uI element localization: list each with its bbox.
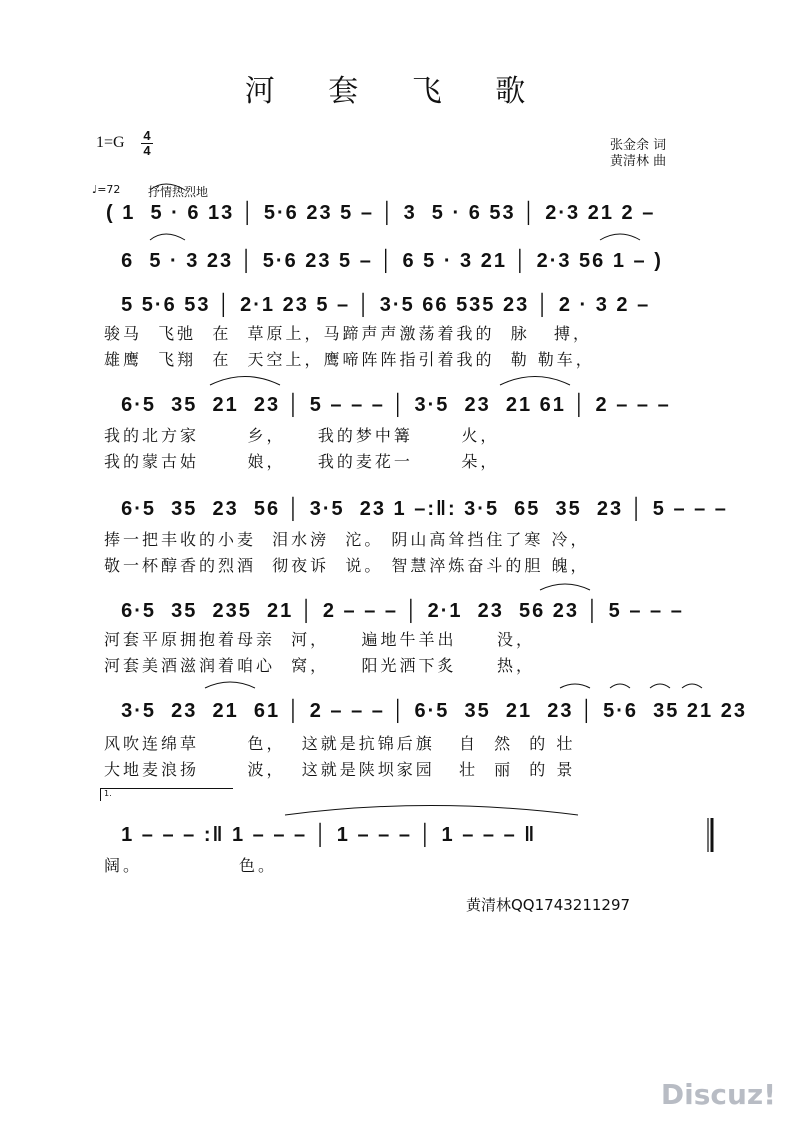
slur-arc <box>210 377 280 386</box>
arranger-contact: 黄清林QQ1743211297 <box>466 896 631 914</box>
time-signature-top: 4 <box>143 128 151 143</box>
slur-arc <box>150 184 185 190</box>
expression-marking: 抒情热烈地 <box>148 185 209 199</box>
notation-row: 1 – – – :‖ 1 – – – │ 1 – – – │ 1 – – – ‖ <box>106 824 537 846</box>
lyric-verse-2: 大地麦浪扬 波， 这就是陕坝家园 壮 丽 的 景 <box>104 760 576 779</box>
lyric-verse-1: 风吹连绵草 色， 这就是抗锦后旗 自 然 的 壮 <box>104 734 576 753</box>
lyric-verse-2: 雄鹰 飞翔 在 天空上，鹰啼阵阵指引着我的 勒 勒车， <box>104 350 595 369</box>
lyric-ending: 阔。 色。 <box>104 856 278 875</box>
notation-row: 3·5 23 21 61 │ 2 – – – │ 6·5 35 21 23 │ 5·6 35 21 23 <box>106 700 747 722</box>
key-signature: 1=G <box>96 134 125 151</box>
lyric-verse-2: 我的蒙古姑 娘， 我的麦花一 朵， <box>104 452 500 471</box>
tie-arc <box>285 806 578 816</box>
slur-arc <box>650 684 670 688</box>
song-title: 河 套 飞 歌 <box>244 74 548 109</box>
lyric-verse-1: 我的北方家 乡， 我的梦中篝 火， <box>104 426 500 445</box>
volta-label: 1. <box>104 789 112 798</box>
slur-arc <box>682 684 702 688</box>
time-signature-bottom: 4 <box>143 143 151 158</box>
composer-credit: 黄清林 曲 <box>610 154 667 169</box>
lyric-verse-2: 敬一杯醇香的烈酒 彻夜诉 说。 智慧淬炼奋斗的胆 魄， <box>104 556 590 575</box>
lyric-verse-1: 河套平原拥抱着母亲 河， 遍地牛羊出 没， <box>104 630 535 649</box>
slur-arc <box>150 234 185 240</box>
tempo-marking: ♩=72 <box>92 183 121 196</box>
lyricist-credit: 张金余 词 <box>610 138 667 153</box>
slur-arc <box>205 682 255 688</box>
notation-row: 6 5 · 3 23 │ 5·6 23 5 – │ 6 5 · 3 21 │ 2·3 56 1 – ) <box>106 250 663 272</box>
notation-row: 6·5 35 235 21 │ 2 – – – │ 2·1 23 56 23 │ 5 – – – <box>106 600 684 622</box>
slur-arc <box>600 234 640 240</box>
lyric-verse-2: 河套美酒滋润着咱心 窝， 阳光洒下炙 热， <box>104 656 535 675</box>
notation-row: 6·5 35 23 56 │ 3·5 23 1 –:‖: 3·5 65 35 23 │ 5 – – – <box>106 498 728 520</box>
slur-arc <box>500 377 570 386</box>
slur-arc <box>560 684 590 688</box>
lyric-verse-1: 骏马 飞弛 在 草原上，马蹄声声激荡着我的 脉 搏， <box>104 324 592 343</box>
slur-arc <box>610 684 630 688</box>
notation-row: 6·5 35 21 23 │ 5 – – – │ 3·5 23 21 61 │ 2 – – – <box>106 394 671 416</box>
slur-arc <box>540 584 590 590</box>
notation-row: 5 5·6 53 │ 2·1 23 5 – │ 3·5 66 535 23 │ 2 · 3 2 – <box>106 294 651 316</box>
watermark-logo: Discuz! <box>660 1078 776 1111</box>
notation-row: ( 1 5 · 6 13 │ 5·6 23 5 – │ 3 5 · 6 53 │ 2·3 21 2 – <box>106 202 656 224</box>
lyric-verse-1: 捧一把丰收的小麦 泪水滂 沱。 阴山高耸挡住了寒 冷， <box>104 530 590 549</box>
